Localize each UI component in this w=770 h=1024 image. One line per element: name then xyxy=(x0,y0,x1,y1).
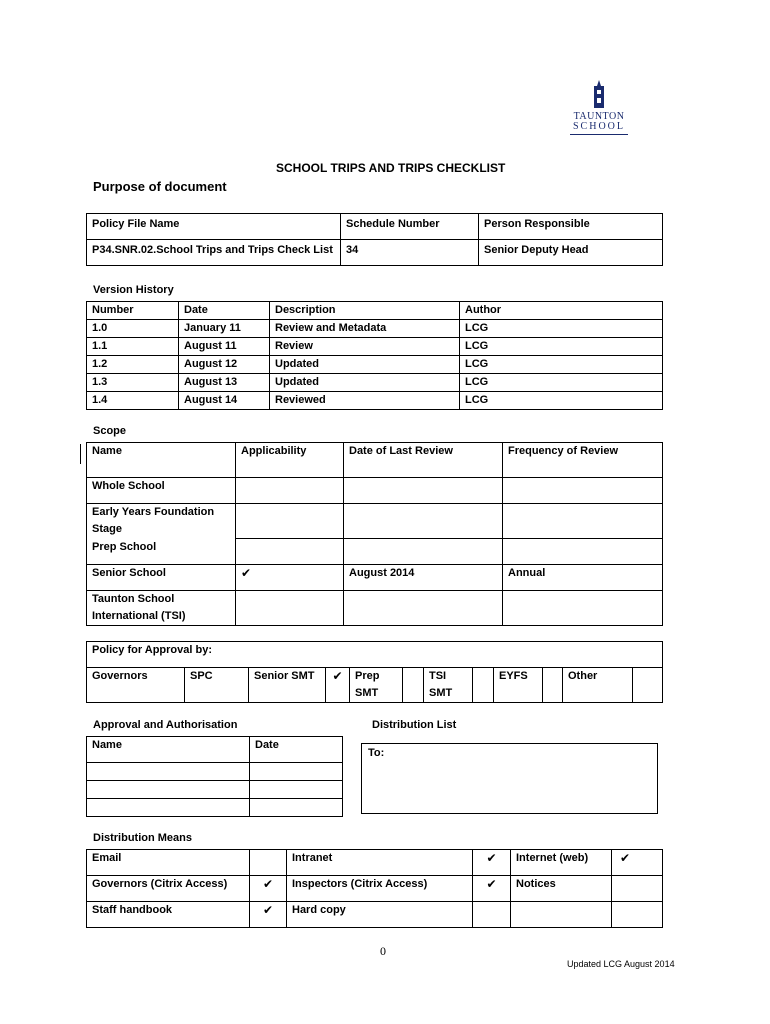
approval-auth-header-name: Name xyxy=(87,737,250,763)
approval-spc: SPC xyxy=(185,668,249,703)
dm-cell: Notices xyxy=(511,876,612,902)
policy-person-responsible: Senior Deputy Head xyxy=(479,240,663,266)
vh-cell: LCG xyxy=(460,320,663,338)
approval-eyfs-check xyxy=(543,668,563,703)
cursor-bar xyxy=(80,444,81,464)
approval-by-heading: Policy for Approval by: xyxy=(87,642,663,668)
policy-header-file-name: Policy File Name xyxy=(87,214,341,240)
dm-check: ✔ xyxy=(250,876,287,902)
table-row xyxy=(87,876,663,902)
policy-header-person: Person Responsible xyxy=(479,214,663,240)
policy-table xyxy=(86,213,663,266)
table-row xyxy=(87,392,663,410)
page-number: 0 xyxy=(380,944,386,958)
scope-cell xyxy=(344,478,503,504)
dm-check: ✔ xyxy=(612,850,663,876)
approval-by-table xyxy=(86,641,663,703)
vh-cell: 1.2 xyxy=(87,356,179,374)
approval-eyfs: EYFS xyxy=(494,668,543,703)
scope-senior-check: ✔ xyxy=(236,565,344,591)
scope-cell xyxy=(503,539,663,565)
distribution-list-box xyxy=(361,743,658,814)
logo-text-line1: TAUNTON xyxy=(573,111,625,122)
table-row xyxy=(87,320,663,338)
dm-cell: Staff handbook xyxy=(87,902,250,928)
distribution-list-heading: Distribution List xyxy=(372,719,457,731)
scope-cell xyxy=(236,478,344,504)
scope-cell xyxy=(344,504,503,539)
vh-header-date: Date xyxy=(179,302,270,320)
scope-header-applicability: Applicability xyxy=(236,443,344,478)
vh-cell: LCG xyxy=(460,392,663,410)
vh-cell: Reviewed xyxy=(270,392,460,410)
approval-governors: Governors xyxy=(87,668,185,703)
approval-senior-smt: Senior SMT xyxy=(249,668,326,703)
scope-heading: Scope xyxy=(93,425,127,437)
policy-header-schedule: Schedule Number xyxy=(341,214,479,240)
table-row xyxy=(87,565,663,591)
footer-updated: Updated LCG August 2014 xyxy=(567,959,675,969)
policy-file-name: P34.SNR.02.School Trips and Trips Check List xyxy=(87,240,341,266)
purpose-heading: Purpose of document xyxy=(93,179,227,194)
version-history-heading: Version History xyxy=(93,284,174,296)
scope-cell: Taunton School International (TSI) xyxy=(87,591,236,626)
dm-cell: Hard copy xyxy=(287,902,473,928)
dm-cell xyxy=(511,902,612,928)
table-row xyxy=(87,591,663,626)
vh-cell: LCG xyxy=(460,356,663,374)
vh-cell: 1.4 xyxy=(87,392,179,410)
distribution-to-label: To: xyxy=(368,747,385,759)
vh-cell: 1.3 xyxy=(87,374,179,392)
vh-cell: January 11 xyxy=(179,320,270,338)
vh-cell: Updated xyxy=(270,374,460,392)
policy-schedule-number: 34 xyxy=(341,240,479,266)
approval-auth-heading: Approval and Authorisation xyxy=(93,719,238,731)
vh-cell: Review and Metadata xyxy=(270,320,460,338)
approval-tsi-smt: TSI SMT xyxy=(424,668,473,703)
dm-cell: Intranet xyxy=(287,850,473,876)
table-row xyxy=(87,850,663,876)
approval-prep-smt-check xyxy=(403,668,424,703)
dm-cell: Internet (web) xyxy=(511,850,612,876)
vh-cell: LCG xyxy=(460,374,663,392)
scope-cell xyxy=(344,591,503,626)
scope-cell xyxy=(236,591,344,626)
scope-cell xyxy=(236,504,344,539)
version-history-table xyxy=(86,301,663,410)
scope-cell xyxy=(236,539,344,565)
distribution-means-heading: Distribution Means xyxy=(93,832,193,844)
approval-tsi-smt-check xyxy=(473,668,494,703)
vh-cell: Updated xyxy=(270,356,460,374)
dm-check: ✔ xyxy=(250,902,287,928)
scope-cell: Prep School xyxy=(87,539,236,565)
dm-check xyxy=(612,902,663,928)
vh-header-number: Number xyxy=(87,302,179,320)
school-logo xyxy=(566,80,632,134)
vh-cell: 1.1 xyxy=(87,338,179,356)
dm-check xyxy=(612,876,663,902)
scope-header-name: Name xyxy=(87,443,236,478)
table-row xyxy=(87,356,663,374)
scope-cell xyxy=(503,591,663,626)
table-row xyxy=(87,781,343,799)
scope-cell xyxy=(503,504,663,539)
table-row xyxy=(87,478,663,504)
approval-auth-table xyxy=(86,736,343,817)
dm-check: ✔ xyxy=(473,850,511,876)
scope-cell: Senior School xyxy=(87,565,236,591)
vh-cell: August 12 xyxy=(179,356,270,374)
crest-icon xyxy=(588,80,610,108)
approval-other: Other xyxy=(563,668,633,703)
vh-header-author: Author xyxy=(460,302,663,320)
table-row xyxy=(87,539,663,565)
dm-check: ✔ xyxy=(473,876,511,902)
dm-check xyxy=(473,902,511,928)
approval-prep-smt: Prep SMT xyxy=(350,668,403,703)
table-row xyxy=(87,763,343,781)
scope-header-last-review: Date of Last Review xyxy=(344,443,503,478)
table-row xyxy=(87,902,663,928)
scope-cell: Whole School xyxy=(87,478,236,504)
dm-cell: Governors (Citrix Access) xyxy=(87,876,250,902)
scope-table xyxy=(86,442,663,626)
logo-text-line2: SCHOOL xyxy=(572,121,625,132)
document-title: SCHOOL TRIPS AND TRIPS CHECKLIST xyxy=(276,161,506,175)
approval-other-check xyxy=(633,668,663,703)
dm-check xyxy=(250,850,287,876)
table-row xyxy=(87,374,663,392)
scope-cell xyxy=(503,478,663,504)
dm-cell: Email xyxy=(87,850,250,876)
vh-cell: August 11 xyxy=(179,338,270,356)
dm-cell: Inspectors (Citrix Access) xyxy=(287,876,473,902)
vh-header-description: Description xyxy=(270,302,460,320)
scope-cell: August 2014 xyxy=(344,565,503,591)
vh-cell: LCG xyxy=(460,338,663,356)
approval-auth-header-date: Date xyxy=(250,737,343,763)
table-row xyxy=(87,799,343,817)
vh-cell: August 13 xyxy=(179,374,270,392)
scope-header-frequency: Frequency of Review xyxy=(503,443,663,478)
table-row xyxy=(87,338,663,356)
vh-cell: Review xyxy=(270,338,460,356)
approval-senior-smt-check: ✔ xyxy=(326,668,350,703)
distribution-means-table xyxy=(86,849,663,928)
table-row xyxy=(87,504,663,539)
scope-cell: Annual xyxy=(503,565,663,591)
vh-cell: 1.0 xyxy=(87,320,179,338)
scope-cell xyxy=(344,539,503,565)
vh-cell: August 14 xyxy=(179,392,270,410)
scope-cell: Early Years Foundation Stage xyxy=(87,504,236,539)
